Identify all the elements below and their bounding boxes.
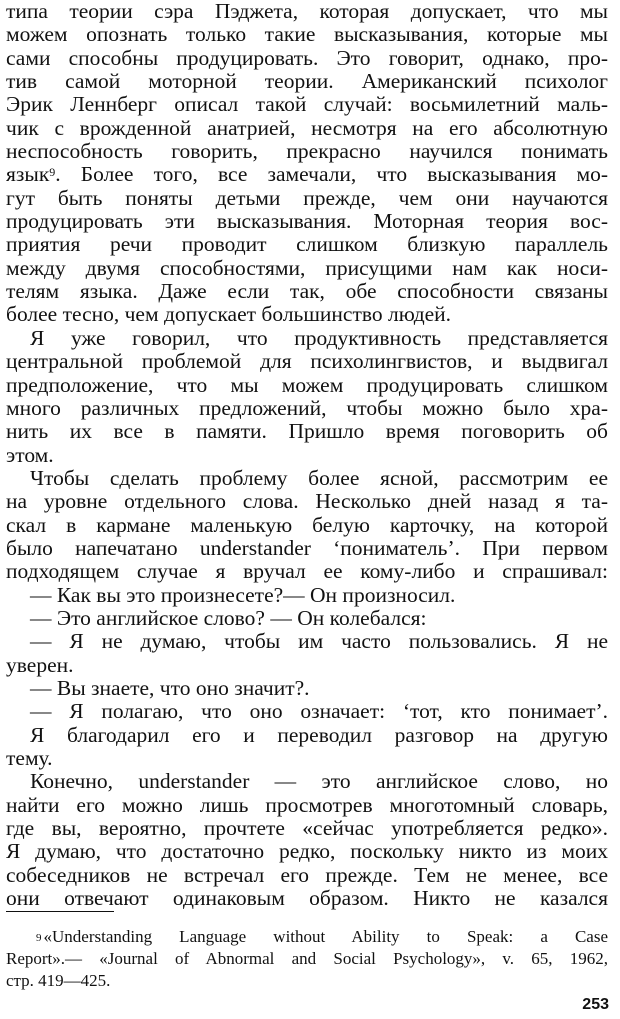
dialogue-line: — Это английское слово? — Он колебался: xyxy=(30,605,427,630)
text-line: этом. xyxy=(6,442,54,467)
footnote-line xyxy=(6,926,608,948)
text-line: Я думаю, что достаточно редко, поскольку никто из моих xyxy=(6,839,608,864)
text-line: скал в кармане маленькую белую карточку, на которой xyxy=(6,512,608,537)
text-line: центральной проблемой для психолингвистов, и выдвигал xyxy=(6,349,608,374)
text-line: тив самой моторной теории. Американский психолог xyxy=(6,69,608,94)
text-line: Чтобы сделать проблему более ясной, рассмотрим ее xyxy=(30,465,608,490)
footnote xyxy=(6,926,608,992)
text-line: приятия речи проводит слишком близкую параллель xyxy=(6,232,608,257)
text-line: собеседников не встречал его прежде. Тем не менее, все xyxy=(6,862,608,887)
dialogue-line: — Я полагаю, что оно означает: ‘тот, кто понимает’. xyxy=(30,699,608,724)
footnote-mark: 9 xyxy=(36,932,42,944)
page-number: 253 xyxy=(582,996,609,1013)
footnote-reference: 9 xyxy=(49,165,56,180)
text-line: телям языка. Даже если так, обе способности связаны xyxy=(6,279,608,304)
text-line: было напечатано understander ‘пониматель’. При первом xyxy=(6,535,608,560)
footnote-line: Report».— «Journal of Abnormal and Social Psychology», v. 65, 1962, xyxy=(6,949,608,968)
main-text xyxy=(6,0,608,910)
text-line: нить их все в памяти. Пришло время поговорить об xyxy=(6,419,608,444)
paragraph-3 xyxy=(6,467,608,584)
text-line: предположение, что мы можем продуцировать слишком xyxy=(6,372,608,397)
paragraph-5 xyxy=(6,770,608,910)
footnote-divider xyxy=(6,911,114,912)
footnote-text: «Understanding Language without Ability to Speak: a Case xyxy=(43,927,608,946)
text-line: где вы, вероятно, прочтете «сейчас употребляется редко». xyxy=(6,816,608,841)
text-line: неспособность говорить, прекрасно научился понимать xyxy=(6,139,608,164)
text-line: гут быть поняты детьми прежде, чем они научаются xyxy=(6,185,608,210)
text-line: Конечно, understander — это английское слово, но xyxy=(30,769,608,794)
text-line: на уровне отдельного слова. Несколько дней назад я та- xyxy=(6,489,608,514)
text-line: найти его можно лишь просмотрев многотомный словарь, xyxy=(6,792,608,817)
paragraph-1 xyxy=(6,0,608,327)
text-line: подходящем случае я вручал ее кому-либо и спрашивал: xyxy=(6,559,608,584)
text-line: продуцировать эти высказывания. Моторная теория вос- xyxy=(6,209,608,234)
text-line: можем опознать только такие высказывания, которые мы xyxy=(6,22,608,47)
text-line: тему. xyxy=(6,746,53,770)
text-line: Эрик Леннберг описал такой случай: восьмилетний маль- xyxy=(6,92,608,117)
text-line: они отвечают одинаковым образом. Никто не казался xyxy=(6,886,608,911)
text-line xyxy=(6,163,608,186)
dialogue-line: — Как вы это произнесете?— Он произносил. xyxy=(30,582,456,607)
dialogue-line: — Вы знаете, что оно значит?. xyxy=(30,675,310,700)
text-line: более тесно, чем допускает большинство людей. xyxy=(6,302,452,327)
text-line: много различных предложений, чтобы можно было хра- xyxy=(6,395,608,420)
dialogue xyxy=(6,584,608,724)
text-line: между двумя способностями, присущими нам как носи- xyxy=(6,255,608,280)
paragraph-4 xyxy=(6,724,608,771)
paragraph-2 xyxy=(6,327,608,467)
dialogue-line: — Я не думаю, чтобы им часто пользовались. Я не xyxy=(30,629,608,654)
text-line: типа теории сэра Пэджета, которая допускает, что мы xyxy=(6,0,608,23)
text-line: чик с врожденной анатрией, несмотря на его абсолютную xyxy=(6,115,608,140)
text-fragment: язык xyxy=(6,162,50,187)
dialogue-line: уверен. xyxy=(6,652,74,677)
text-line: сами способны продуцировать. Это говорит, однако, про- xyxy=(6,45,608,70)
text-fragment: . Более того, все замечали, что высказывания мо- xyxy=(55,162,608,187)
footnote-line: стр. 419—425. xyxy=(6,971,111,990)
text-line: Я уже говорил, что продуктивность представляется xyxy=(30,325,608,350)
text-line: Я благодарил его и переводил разговор на другую xyxy=(30,722,608,747)
